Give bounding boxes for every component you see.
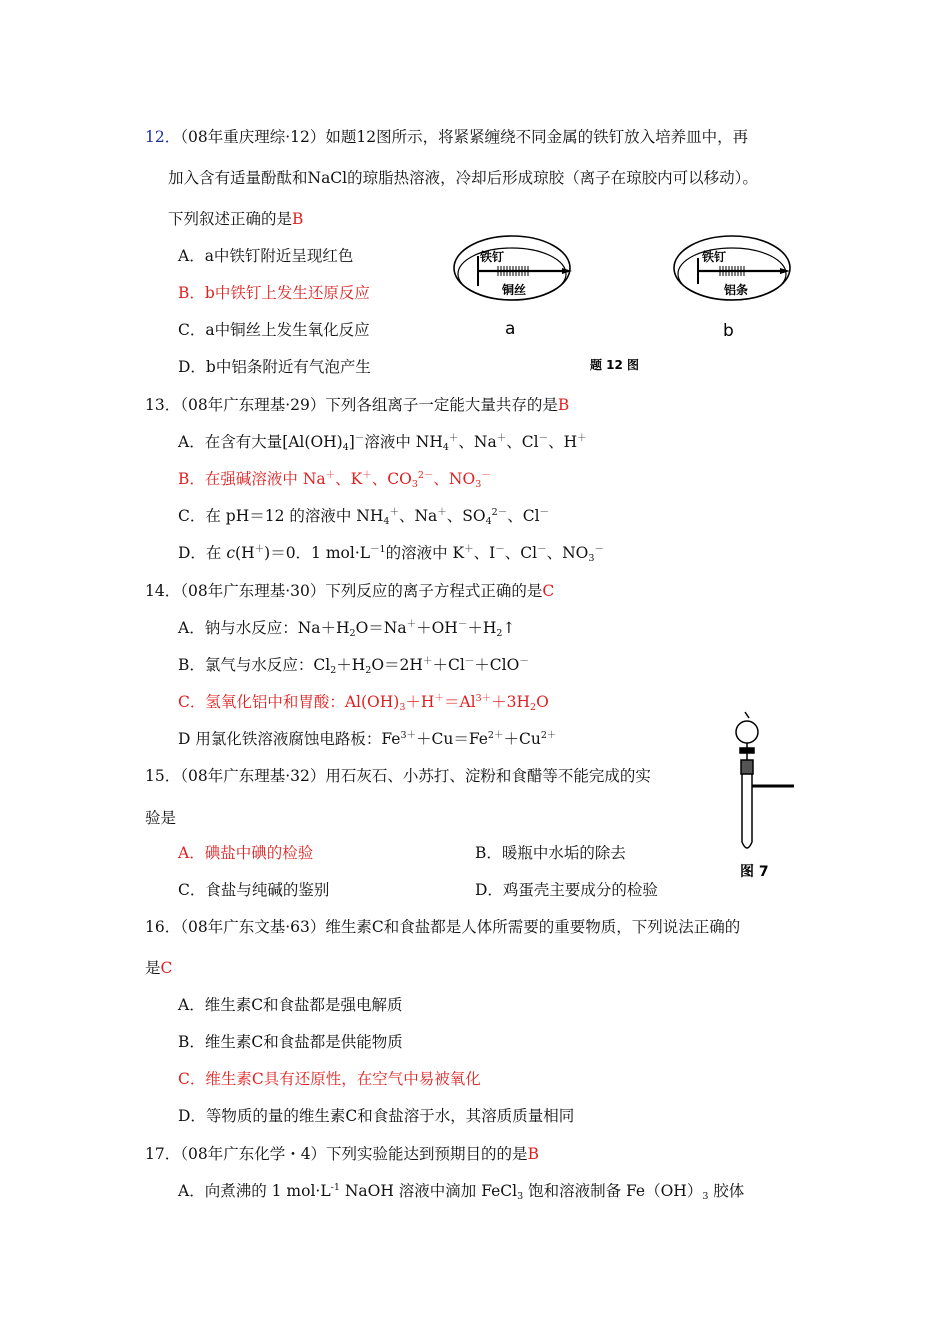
label-a: a (505, 319, 516, 339)
q14-option-a: A．钠与水反应：$Na+H_2O=Na^++OH^-+H_2↑$ (178, 619, 516, 639)
q15-stem-line2: 验是 (145, 809, 177, 827)
q12-question: 下列叙述正确的是 (168, 210, 293, 228)
q15-figure-caption: 图 7 (740, 864, 769, 880)
petri-dish-a (454, 236, 572, 339)
q16-option-c: C．维生素C具有还原性，在空气中易被氧化 (178, 1070, 481, 1088)
q13-option-b: B．在强碱溶液中 Na＋、K＋、$CO_3^{2-}$、$NO_3^-$ (178, 470, 491, 490)
petri-dish-b (674, 236, 790, 341)
q16-option-d: D．等物质的量的维生素C和食盐溶于水，其溶质质量相同 (178, 1107, 575, 1125)
q13-option-c: C．在 pH＝12 的溶液中 $NH_4^+$、Na＋、$SO_4^{2-}$、Cl－ (178, 507, 550, 527)
q12-number: 12． (145, 128, 181, 146)
label-b: b (723, 321, 734, 341)
q12-option-c: C．a中铜丝上发生氧化反应 (178, 321, 370, 339)
label-b-wire: 铝条 (724, 283, 749, 297)
q14-stem (145, 581, 554, 601)
q14-answer: C (542, 582, 555, 600)
q12-figure-caption: 题 12 图 (590, 358, 640, 372)
q15-option-b: B．暖瓶中水垢的除去 (475, 844, 626, 862)
q17-option-a: A．向煮沸的 1 $mol\cdot L^{-1}$ NaOH 溶液中滴加 FeCl$_3$ 饱和溶液制备 $Fe(OH)_3$ 胶体 (178, 1182, 745, 1202)
q13-option-d: D．在 c(H＋)＝0．1 $mol\cdot L^{-1}$的溶液中 K＋、I－、Cl－、$NO_3^-$ (178, 544, 604, 564)
q17-stem (145, 1144, 539, 1164)
label-a-nail: 铁钉 (480, 250, 505, 264)
label-a-wire: 铜丝 (502, 283, 527, 297)
q15-stem-line1: 15．（08年广东理基·32）用石灰石、小苏打、淀粉和食醋等不能完成的实 (145, 767, 651, 785)
rubber-stopper (741, 760, 753, 774)
q15-option-a: A．碘盐中碘的检验 (178, 844, 314, 862)
test-tube (742, 774, 752, 848)
label-b-nail: 铁钉 (702, 250, 727, 264)
q16-option-b: B．维生素C和食盐都是供能物质 (178, 1033, 403, 1051)
q14-option-d: D 用氯化铁溶液腐蚀电路板：$Fe^{3+}+Cu=Fe^{2+}+Cu^{2+}$ (178, 730, 557, 748)
q16-stem-line2 (145, 958, 172, 978)
q12-option-a: A．a中铁钉附近呈现红色 (178, 247, 354, 265)
q14-stem-text: 14．（08年广东理基·30）下列反应的离子方程式正确的是 (145, 582, 543, 600)
q14-option-b: B．氯气与水反应：$Cl_2+H_2O=2H^++Cl^-+ClO^-$ (178, 656, 529, 676)
stopcock (740, 748, 754, 753)
q16-answer: C (160, 959, 173, 977)
q15-figure (712, 708, 802, 884)
q12-stem-line3 (168, 209, 303, 229)
q13-option-a: A．在含有大量$[Al(OH)_4]^-$溶液中 $NH_4^+$、Na＋、Cl－、H＋ (178, 433, 587, 453)
funnel-stem-top (745, 712, 749, 718)
q12-stem-line1 (145, 127, 748, 147)
q12-stem-text: （08年重庆理综·12）如题12图所示，将紧紧缠绕不同金属的铁钉放入培养皿中，再 (180, 128, 749, 146)
q17-answer: B (527, 1145, 539, 1163)
q12-figure (450, 228, 810, 378)
separatory-funnel-bulb (736, 721, 758, 743)
q17-stem-text: 17．（08年广东化学・4）下列实验能达到预期目的的是 (145, 1145, 528, 1163)
q16-stem-line1: 16．（08年广东文基·63）维生素C和食盐都是人体所需要的重要物质，下列说法正确的 (145, 918, 741, 936)
q12-option-d: D．b中铝条附近有气泡产生 (178, 358, 371, 376)
q13-stem (145, 395, 569, 415)
q13-answer: B (557, 396, 570, 414)
q16-stem-text: 是 (145, 959, 161, 977)
q12-stem-line2: 加入含有适量酚酞和NaCl的琼脂热溶液，冷却后形成琼胶（离子在琼胶内可以移动）。 (168, 169, 758, 187)
q15-option-d: D．鸡蛋壳主要成分的检验 (475, 881, 658, 899)
q13-stem-text: 13．（08年广东理基·29）下列各组离子一定能大量共存的是 (145, 396, 558, 414)
q14-option-c: C．氢氧化铝中和胃酸：$Al(OH)_3+H^+=Al^{3+}+3H_2O$ (178, 693, 549, 713)
q12-answer: B (292, 210, 304, 228)
q12-option-b: B．b中铁钉上发生还原反应 (178, 284, 370, 302)
q16-option-a: A．维生素C和食盐都是强电解质 (178, 996, 403, 1014)
q15-option-c: C．食盐与纯碱的鉴别 (178, 881, 330, 899)
